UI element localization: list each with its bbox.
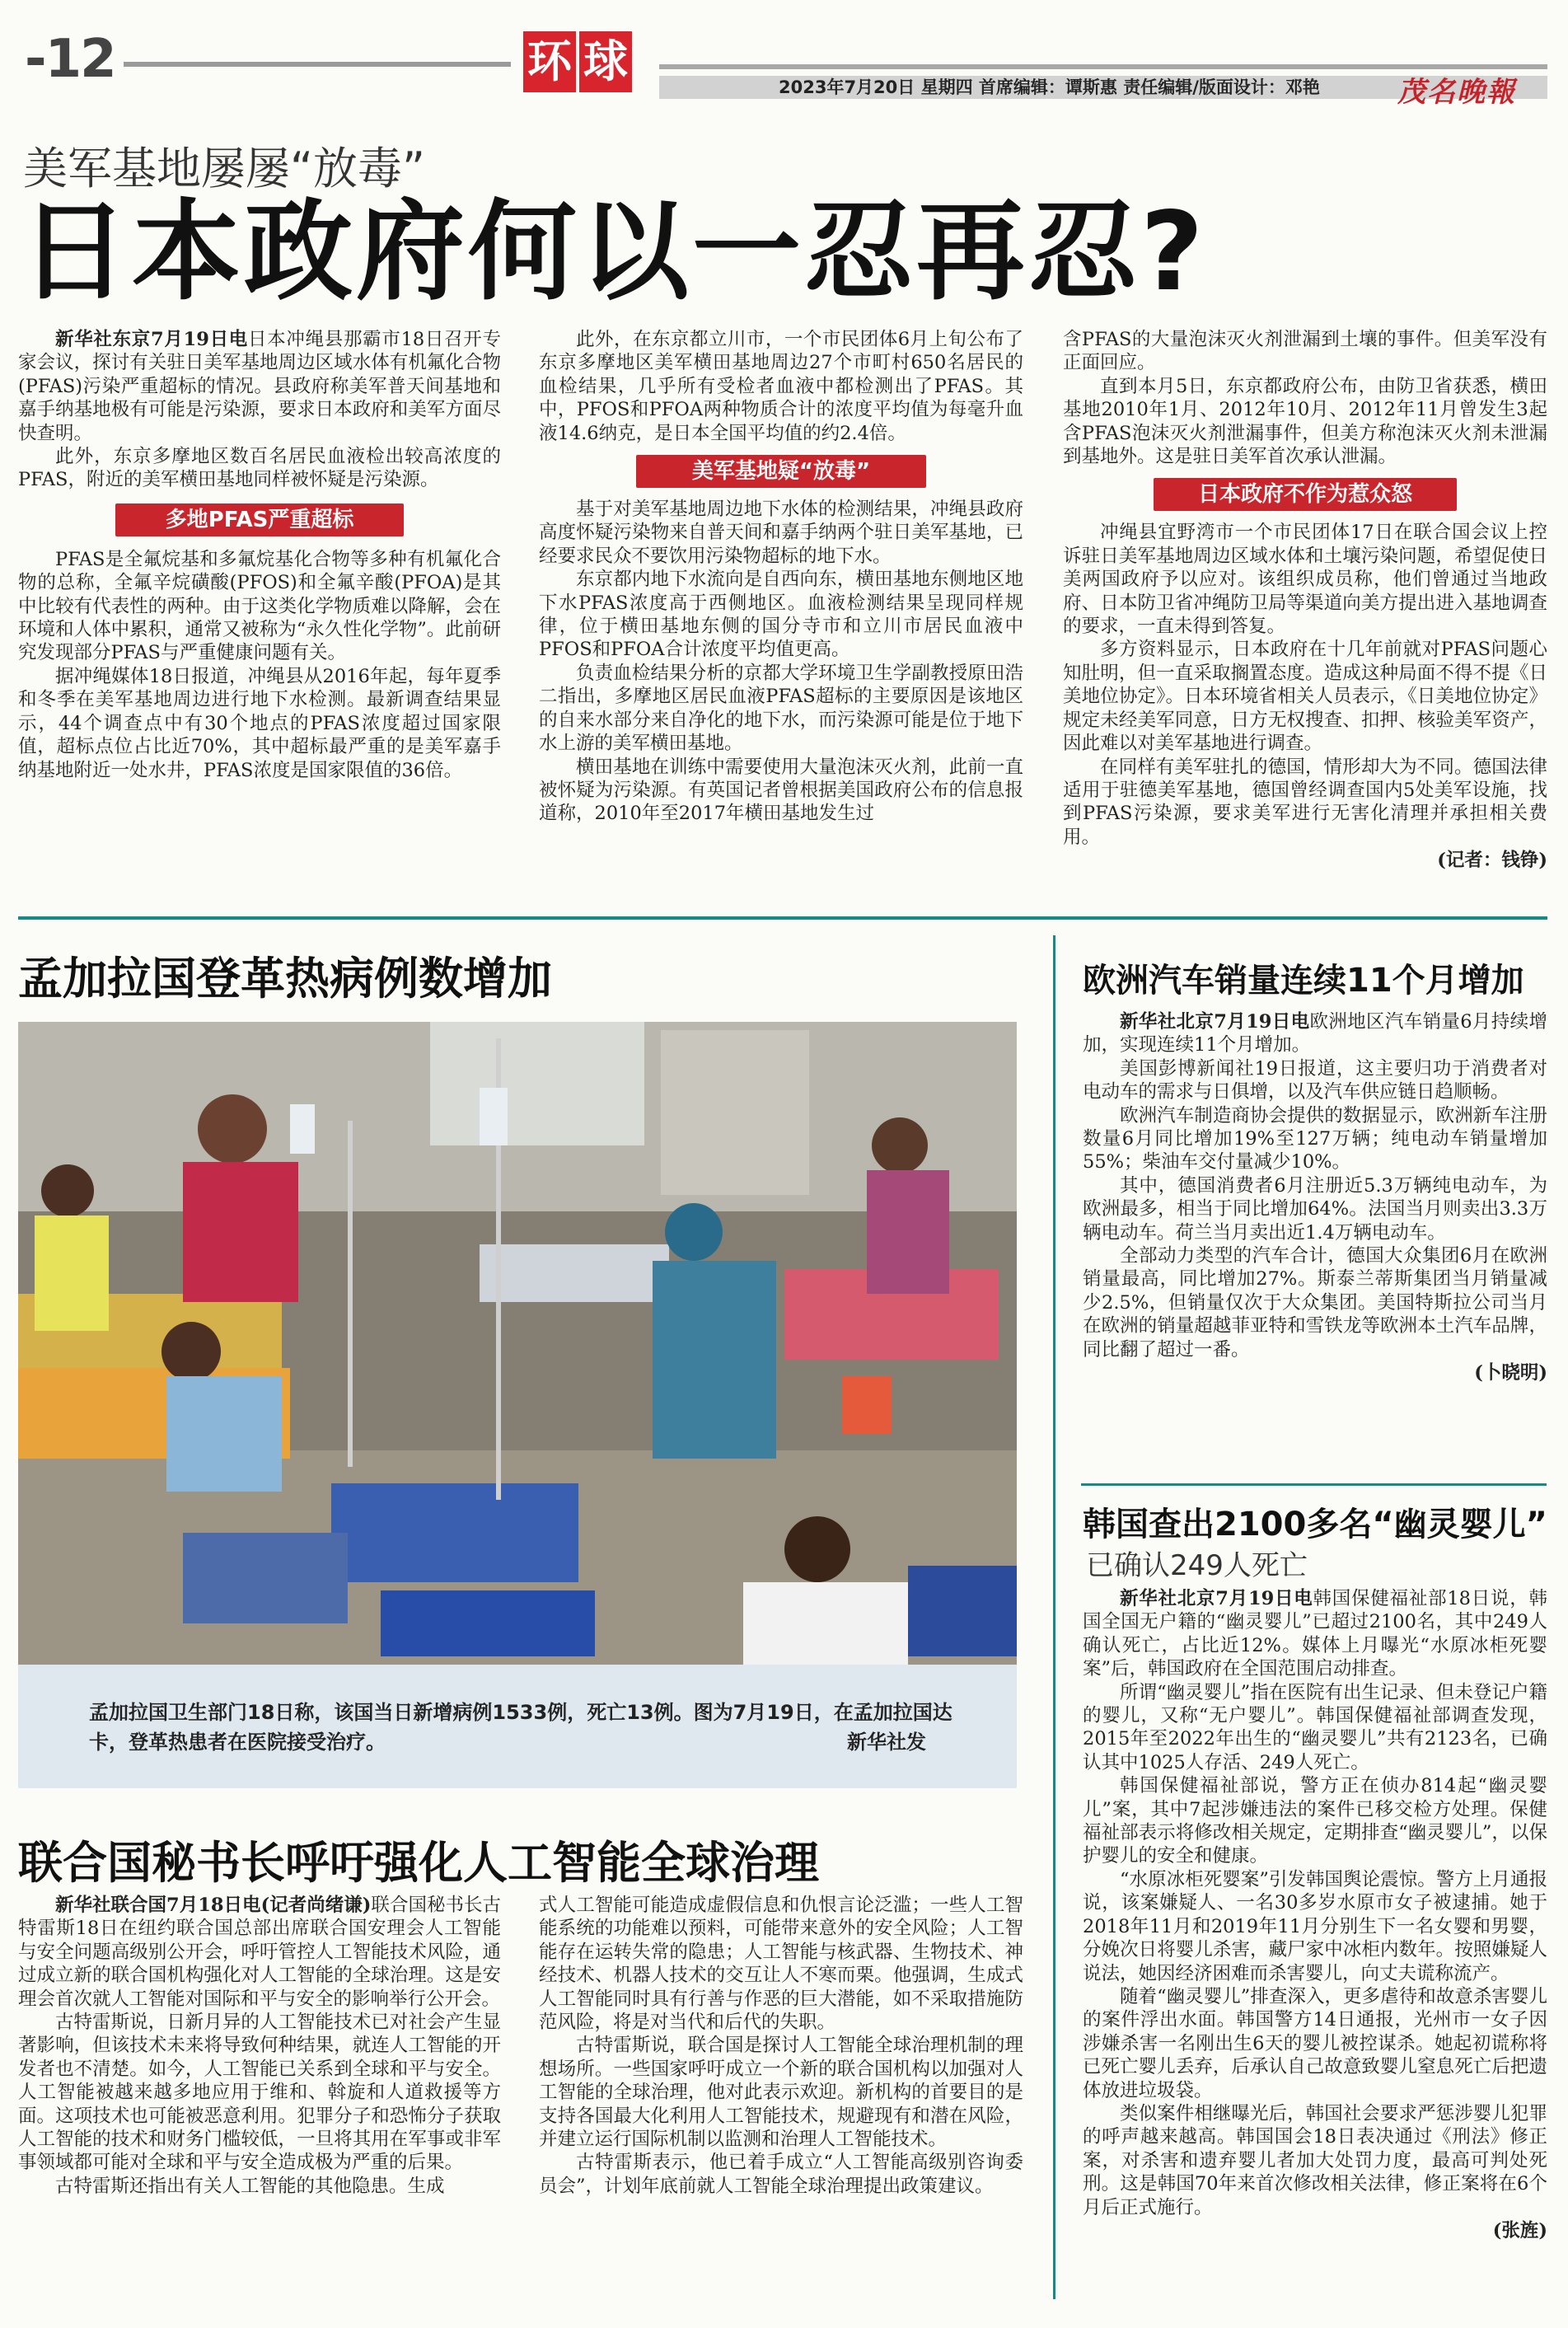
europe-cars-body: 新华社北京7月19日电欧洲地区汽车销量6月持续增加，实现连续11个月增加。 美国彭博新闻社19日报道，这主要归功于消费者对电动车的需求与日俱增，以及汽车供应链日趋顺畅。 欧洲汽车制造商协会提供的数据显示，欧洲新车注册数量6月同比增加19%至127万辆；纯电动车销量增加55%；柴油车交付量减少10%。 其中，德国消费者6月注册近5.3万辆纯电动车，为欧洲最多，相当于同比增加64%。法国当月则卖出3.3万辆电动车。荷兰当月卖出近1.4万辆电动车。 全部动力类型的汽车合计，德国大众集团6月在欧洲销量最高，同比增加27%。斯泰兰蒂斯集团当月销量减少2.5%，但销量仅次于大众集团。美国特斯拉公司当月在欧洲的销量超越菲亚特和雪铁龙等欧洲本土汽车品牌，同比翻了超过一番。 (卜晓明) (1083, 1011, 1547, 1384)
section-divider (18, 916, 1547, 920)
paragraph: 欧洲汽车制造商协会提供的数据显示，欧洲新车注册数量6月同比增加19%至127万辆；纯电动车销量增加55%；柴油车交付量减少10%。 (1083, 1104, 1547, 1173)
dateline: 新华社北京7月19日电 (1120, 1588, 1313, 1609)
hospital-ward-illustration (18, 1022, 1017, 1665)
paragraph: 式人工智能可能造成虚假信息和仇恨言论泛滥；一些人工智能系统的功能难以预料，可能带来意外的安全风险；人工智能存在运转失常的隐患；人工智能与核武器、生物技术、神经技术、机器人技术的交互让人不寒而栗。他强调，生成式人工智能同时具有行善与作恶的巨大潜能，如不采取措施防范风险，将是对当代和后代的失职。 (539, 1895, 1023, 2034)
photo-credit: 新华社发 (847, 1731, 926, 1754)
byline: (记者：钱铮) (1437, 850, 1547, 872)
section-tag (523, 31, 632, 92)
issue-info-bar: 2023年7月20日 星期四 首席编辑：谭斯惠 责任编辑/版面设计：邓艳 (659, 76, 1547, 99)
lead-headline: 日本政府何以一忍再忍? (20, 189, 1207, 316)
caption-line: 卡，登革热患者在医院接受治疗。 (89, 1731, 386, 1754)
paragraph: PFAS是全氟烷基和多氟烷基化合物等多种有机氟化合物的总称，全氟辛烷磺酸(PFOS)和全氟辛酸(PFOA)是其中比较有代表性的两种。由于这类化学物质难以降解，会在环境和人体中累积，通常又被称为“永久性化学物”。此前研究发现部分PFAS与严重健康问题有关。 (18, 548, 501, 664)
lead-column-2 (539, 328, 1023, 826)
paragraph: 古特雷斯说，日新月异的人工智能技术已对社会产生显著影响，但该技术未来将导致何种结果，就连人工智能的开发者也不清楚。如今，人工智能已关系到全球和平与安全。人工智能被越来越多地应用于维和、斡旋和人道救援等方面。这项技术也可能被恶意利用。犯罪分子和恐怖分子获取人工智能的技术和财务门槛较低，一旦将其用在军事或非军事领域都可能对全球和平与安全造成极为严重的后果。 (18, 2012, 501, 2174)
paragraph: 横田基地在训练中需要使用大量泡沫灭火剂，此前一直被怀疑为污染源。有英国记者曾根据美国政府公布的信息报道称，2010年至2017年横田基地发生过 (539, 756, 1023, 825)
story-divider (1081, 1483, 1547, 1486)
dateline: 新华社联合国7月18日电(记者尚绪谦) (55, 1895, 372, 1916)
header-rule (124, 62, 511, 67)
europe-cars-headline: 欧洲汽车销量连续11个月增加 (1083, 962, 1524, 1000)
dateline: 新华社东京7月19日电 (55, 329, 248, 350)
paragraph: 此外，在东京都立川市，一个市民团体6月上旬公布了东京多摩地区美军横田基地周边27个市町村650名居民的血检结果，几乎所有受检者血液中都检测出了PFAS。其中，PFOS和PFOA两种物质合计的浓度平均值为每毫升血液14.6纳克，是日本全国平均值的约2.4倍。 (539, 329, 1023, 444)
byline: (卜晓明) (1474, 1362, 1547, 1384)
lead-kicker: 美军基地屡屡“放毒” (23, 143, 425, 194)
paragraph: 古特雷斯表示，他已着手成立“人工智能高级别咨询委员会”，计划年底前就人工智能全球治理提出政策建议。 (539, 2152, 1023, 2197)
paragraph: 东京都内地下水流向是自西向东，横田基地东侧地区地下水PFAS浓度高于西侧地区。血液检测结果呈现同样规律，位于横田基地东侧的国分寺市和立川市居民血液中PFOS和PFOA合计浓度平均值更高。 (539, 569, 1023, 661)
hospital-photo (18, 1022, 1017, 1665)
un-ai-column-1: 新华社联合国7月18日电(记者尚绪谦)联合国秘书长古特雷斯18日在纽约联合国总部出席联合国安理会人工智能与安全问题高级别公开会，呼吁管控人工智能技术风险，通过成立新的联合国机构强化对人工智能的全球治理。这是安理会首次就人工智能对国际和平与安全的影响举行公开会。 古特雷斯说，日新月异的人工智能技术已对社会产生显著影响，但该技术未来将导致何种结果，就连人工智能的开发者也不清楚。如今，人工智能已关系到全球和平与安全。人工智能被越来越多地应用于维和、斡旋和人道救援等方面。这项技术也可能被恶意利用。犯罪分子和恐怖分子获取人工智能的技术和财务门槛较低，一旦将其用在军事或非军事领域都可能对全球和平与安全造成极为严重的后果。 古特雷斯还指出有关人工智能的其他隐患。生成 (18, 1895, 501, 2197)
paragraph: 在同样有美军驻扎的德国，情形却大为不同。德国法律适用于驻德美军基地，德国曾经调查国内5处美军设施，找到PFAS污染源，要求美军进行无害化清理并承担相关费用。 (1063, 756, 1547, 848)
section-char-1: 环 (523, 31, 576, 92)
korea-headline: 韩国查出2100多名“幽灵婴儿” (1083, 1506, 1547, 1543)
paragraph: 古特雷斯还指出有关人工智能的其他隐患。生成 (55, 2175, 445, 2197)
paragraph: 其中，德国消费者6月注册近5.3万辆纯电动车，为欧洲最多，相当于同比增加64%。法国当月则卖出3.3万辆电动车。荷兰当月卖出近1.4万辆电动车。 (1083, 1174, 1547, 1244)
korea-body: 新华社北京7月19日电韩国保健福祉部18日说，韩国全国无户籍的“幽灵婴儿”已超过2100名，其中249人确认死亡，占比近12%。媒体上月曝光“水原冰柜死婴案”后，韩国政府在全国范围启动排查。 所谓“幽灵婴儿”指在医院有出生记录、但未登记户籍的婴儿，又称“无户婴儿”。韩国保健福祉部调查发现，2015年至2022年出生的“幽灵婴儿”共有2123名，已确认其中1025人存活、249人死亡。 韩国保健福祉部说，警方正在侦办814起“幽灵婴儿”案，其中7起涉嫌违法的案件已移交检方处理。保健福祉部表示将修改相关规定，定期排查“幽灵婴儿”，以保护婴儿的安全和健康。 “水原冰柜死婴案”引发韩国舆论震惊。警方上月通报说，该案嫌疑人、一名30多岁水原市女子被逮捕。她于2018年11月和2019年11月分别生下一名女婴和男婴，分娩次日将婴儿杀害，藏尸家中冰柜内数年。按照嫌疑人说法，她因经济困难而杀害婴儿，向丈夫谎称流产。 随着“幽灵婴儿”排查深入，更多虐待和故意杀害婴儿的案件浮出水面。韩国警方14日通报，光州市一女子因涉嫌杀害一名刚出生6天的婴儿被控谋杀。她起初谎称将已死亡婴儿丢弃，后承认自己故意致婴儿窒息死亡后把遗体放进垃圾袋。 类似案件相继曝光后，韩国社会要求严惩涉婴儿犯罪的呼声越来越高。韩国国会18日表决通过《刑法》修正案，对杀害和遗弃婴儿者加大处罚力度，最高可判处死刑。这是韩国70年来首次修改相关法律，修正案将在6个月后正式施行。 (张旌) (1083, 1588, 1548, 2241)
paragraph: 负责血检结果分析的京都大学环境卫生学副教授原田浩二指出，多摩地区居民血液PFAS超标的主要原因是该地区的自来水部分来自净化的地下水，而污染源可能是位于地下水上游的美军横田基地。 (539, 662, 1023, 755)
paragraph: 此外，东京多摩地区数百名居民血液检出较高浓度的PFAS，附近的美军横田基地同样被怀疑是污染源。 (18, 446, 501, 491)
paragraph: 直到本月5日，东京都政府公布，由防卫省获悉，横田基地2010年1月、2012年10月、2012年11月曾发生3起含PFAS泡沫灭火剂泄漏事件，但美方称泡沫灭火剂未泄漏到基地外。这是驻日美军首次承认泄漏。 (1063, 375, 1547, 468)
subhead: 日本政府不作为惹众怒 (1154, 478, 1457, 511)
caption-line: 孟加拉国卫生部门18日称，该国当日新增病例1533例，死亡13例。图为7月19日，在孟加拉国达 (89, 1701, 953, 1724)
paragraph: 含PFAS的大量泡沫灭火剂泄漏到土壤的事件。但美军没有正面回应。 (1063, 329, 1547, 374)
un-ai-headline: 联合国秘书长呼吁强化人工智能全球治理 (18, 1837, 819, 1889)
paragraph: 冲绳县宜野湾市一个市民团体17日在联合国会议上控诉驻日美军基地周边区域水体和土壤污染问题，希望促使日美两国政府予以应对。该组织成员称，他们曾通过当地政府、日本防卫省冲绳防卫局等渠道向美方提出进入基地调查的要求，一直未得到答复。 (1063, 522, 1547, 638)
korea-subheadline: 已确认249人死亡 (1086, 1549, 1308, 1582)
paragraph: 全部动力类型的汽车合计，德国大众集团6月在欧洲销量最高，同比增加27%。斯泰兰蒂斯集团当月销量减少2.5%，但销量仅次于大众集团。美国特斯拉公司当月在欧洲的销量超越菲亚特和雪铁龙等欧洲本土汽车品牌，同比翻了超过一番。 (1083, 1245, 1547, 1361)
paragraph: “水原冰柜死婴案”引发韩国舆论震惊。警方上月通报说，该案嫌疑人、一名30多岁水原市女子被逮捕。她于2018年11月和2019年11月分别生下一名女婴和男婴，分娩次日将婴儿杀害，藏尸家中冰柜内数年。按照嫌疑人说法，她因经济困难而杀害婴儿，向丈夫谎称流产。 (1083, 1868, 1547, 1984)
un-ai-column-2 (539, 1894, 1023, 2198)
bangladesh-headline: 孟加拉国登革热病例数增加 (18, 953, 552, 1005)
paragraph: 所谓“幽灵婴儿”指在医院有出生记录、但未登记户籍的婴儿，又称“无户婴儿”。韩国保健福祉部调查发现，2015年至2022年出生的“幽灵婴儿”共有2123名，已确认其中1025人存活、249人死亡。 (1083, 1681, 1547, 1773)
paragraph: 美国彭博新闻社19日报道，这主要归功于消费者对电动车的需求与日俱增，以及汽车供应链日趋顺畅。 (1083, 1057, 1547, 1103)
paragraph: 古特雷斯说，联合国是探讨人工智能全球治理机制的理想场所。一些国家呼吁成立一个新的联合国机构以加强对人工智能的全球治理，他对此表示欢迎。新机构的首要目的是支持各国最大化利用人工智能技术，规避现有和潜在风险，并建立运行国际机制以监测和治理人工智能技术。 (539, 2035, 1023, 2151)
lead-column-1: 新华社东京7月19日电日本冲绳县那霸市18日召开专家会议，探讨有关驻日美军基地周边区域水体有机氟化合物(PFAS)污染严重超标的情况。县政府称美军普天间基地和嘉手纳基地极有可能是污染源，要求日本政府和美军方面尽快查明。 此外，东京多摩地区数百名居民血液检出较高浓度的PFAS，附近的美军横田基地同样被怀疑是污染源。 多地PFAS严重超标 PFAS是全氟烷基和多氟烷基化合物等多种有机氟化合物的总称，全氟辛烷磺酸(PFOS)和全氟辛酸(PFOA)是其中比较有代表性的两种。由于这类化学物质难以降解，会在环境和人体中累积，通常又被称为“永久性化学物”。此前研究发现部分PFAS与严重健康问题有关。 据冲绳媒体18日报道，冲绳县从2016年起，每年夏季和冬季在美军基地周边进行地下水检测。最新调查结果显示，44个调查点中有30个地点的PFAS浓度超过国家限值，超标点位占比近70%，其中超标最严重的是美军嘉手纳基地附近一处水井，PFAS浓度是国家限值的36倍。 (18, 329, 501, 781)
byline: (张旌) (1492, 2219, 1547, 2241)
subhead: 美军基地疑“放毒” (636, 455, 926, 488)
paragraph: 多方资料显示，日本政府在十几年前就对PFAS问题心知肚明，但一直采取搁置态度。造成这种局面不得不提《日美地位协定》。日本环境省相关人员表示，《日美地位协定》规定未经美军同意，日方无权搜查、扣押、核验美军资产，因此难以对美军基地进行调查。 (1063, 639, 1547, 755)
dateline: 新华社北京7月19日电 (1120, 1011, 1310, 1033)
page-number: -12 (25, 29, 115, 90)
newspaper-logo: 茂名晚報 (1397, 76, 1516, 109)
paragraph: 基于对美军基地周边地下水体的检测结果，冲绳县政府高度怀疑污染物来自普天间和嘉手纳两个驻日美军基地，已经要求民众不要饮用污染物超标的地下水。 (539, 499, 1023, 567)
paragraph: 类似案件相继曝光后，韩国社会要求严惩涉婴儿犯罪的呼声越来越高。韩国国会18日表决通过《刑法》修正案，对杀害和遗弃婴儿者加大处罚力度，最高可判处死刑。这是韩国70年来首次修改相关法律，修正案将在6个月后正式施行。 (1083, 2102, 1547, 2218)
paragraph: 据冲绳媒体18日报道，冲绳县从2016年起，每年夏季和冬季在美军基地周边进行地下水检测。最新调查结果显示，44个调查点中有30个地点的PFAS浓度超过国家限值，超标点位占比近70%，其中超标最严重的是美军嘉手纳基地附近一处水井，PFAS浓度是国家限值的36倍。 (18, 665, 501, 781)
photo-caption (18, 1665, 1017, 1788)
section-char-2: 球 (579, 31, 632, 92)
subhead: 多地PFAS严重超标 (115, 504, 404, 536)
column-divider (1053, 935, 1055, 2299)
lead-column-3 (1063, 328, 1547, 873)
paragraph: 随着“幽灵婴儿”排查深入，更多虐待和故意杀害婴儿的案件浮出水面。韩国警方14日通报，光州市一女子因涉嫌杀害一名刚出生6天的婴儿被控谋杀。她起初谎称将已死亡婴儿丢弃，后承认自己故意致婴儿窒息死亡后把遗体放进垃圾袋。 (1083, 1985, 1547, 2101)
paragraph: 韩国保健福祉部说，警方正在侦办814起“幽灵婴儿”案，其中7起涉嫌违法的案件已移交检方处理。保健福祉部表示将修改相关规定，定期排查“幽灵婴儿”，以保护婴儿的安全和健康。 (1083, 1775, 1547, 1867)
